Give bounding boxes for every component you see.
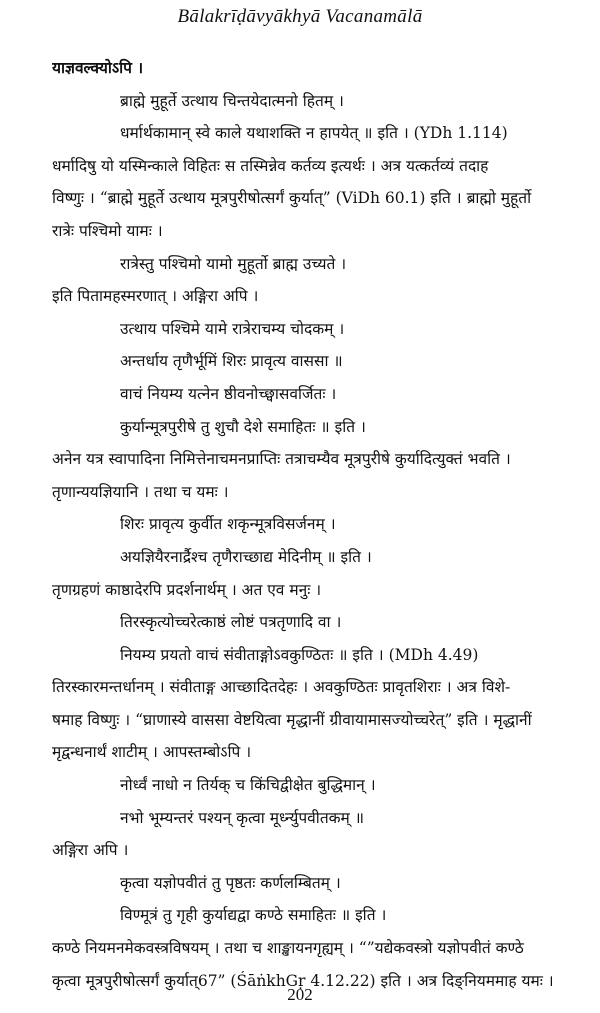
verse-line: नियम्य प्रयतो वाचं संवीताङ्गोऽवकुण्ठितः ॥ इति । (MDh 4.49): [120, 645, 479, 664]
verse-line: वाचं नियम्य यत्नेन ष्ठीवनोच्छ्वासवर्जितः ।: [120, 384, 337, 403]
page-number: 202: [287, 985, 313, 1004]
verse-line: उत्थाय पश्चिमे यामे रात्रेराचम्य चोदकम् ।: [120, 319, 345, 338]
running-title: Bālakrīḍāvyākhyā Vacanamālā: [177, 6, 423, 27]
prose-line: रात्रेः पश्चिमो यामः ।: [52, 221, 163, 240]
verse-line: शिरः प्रावृत्य कुर्वीत शकृन्मूत्रविसर्जनम् ।: [120, 515, 336, 534]
prose-line: विष्णुः । “ब्राह्मे मुहूर्ते उत्थाय मूत्रपुरीषोत्सर्गं कुर्यात्” (ViDh 60.1) इति । ब्राह्मो मुहूर्तो: [52, 189, 532, 208]
verse-line: ब्राह्मे मुहूर्ते उत्थाय चिन्तयेदात्मनो हितम् ।: [120, 91, 344, 110]
verse-line: तिरस्कृत्योच्चरेत्काष्ठं लोष्टं पत्रतृणादि वा ।: [120, 613, 342, 632]
verse-line: अयज्ञियैरनार्द्रैश्च तृणैराच्छाद्य मेदिनीम् ॥ इति ।: [120, 547, 372, 566]
prose-line: षमाह विष्णुः । “घ्राणास्ये वाससा वेष्टयित्वा मृद्धानीं ग्रीवायामासज्योच्चरेत्” इति । मृद्धानीं: [52, 710, 532, 729]
prose-line: तृणग्रहणं काष्ठादेरपि प्रदर्शनार्थम् । अत एव मनुः ।: [52, 580, 322, 599]
verse-line: कृत्वा यज्ञोपवीतं तु पृष्ठतः कर्णलम्बितम् ।: [120, 873, 341, 892]
verse-line: रात्रेस्तु पश्चिमो यामो मुहूर्तो ब्राह्म उच्यते ।: [120, 254, 347, 273]
body-text: [52, 52, 582, 997]
verse-line: नोर्ध्वं नाधो न तिर्यक् च किंचिद्वीक्षेत बुद्धिमान् ।: [120, 776, 376, 795]
prose-line: कृत्वा मूत्रपुरीषोत्सर्गं कुर्यात्67” (ŚāṅkhGṛ 4.12.22) इति । अत्र दिङ्नियममाह यमः ।: [52, 971, 554, 990]
verse-line: नभो भूम्यन्तरं पश्यन् कृत्वा मूर्ध्न्युपवीतकम् ॥: [120, 808, 365, 827]
prose-line: कण्ठे नियमनमेकवस्त्रविषयम् । तथा च शाङ्खायनगृह्यम् । “”यद्येकवस्त्रो यज्ञोपवीतं कण्ठे: [52, 939, 524, 958]
prose-line: अनेन यत्र स्वापादिना निमित्तेनाचमनप्राप्तिः तत्राचम्यैव मूत्रपुरीषे कुर्यादित्युक्तं भवति ।: [52, 450, 511, 469]
prose-line: अङ्गिरा अपि ।: [52, 841, 129, 860]
prose-line: इति पितामहस्मरणात् । अङ्गिरा अपि ।: [52, 287, 259, 306]
prose-line: तिरस्कारमन्तर्धानम् । संवीताङ्ग आच्छादितदेहः । अवकुण्ठितः प्रावृतशिराः । अत्र विशे-: [52, 678, 511, 697]
prose-line: याज्ञवल्क्योऽपि ।: [52, 58, 144, 77]
prose-line: तृणान्ययज्ञियानि । तथा च यमः ।: [52, 482, 229, 501]
verse-line: कुर्यान्मूत्रपुरीषे तु शुचौ देशे समाहितः ॥ इति ।: [120, 417, 366, 436]
prose-line: मृद्वन्धनार्थं शाटीम् । आपस्तम्बोऽपि ।: [52, 743, 252, 762]
prose-line: धर्मादिषु यो यस्मिन्काले विहितः स तस्मिन्नेव कर्तव्य इत्यर्थः । अत्र यत्कर्तव्यं तदाह: [52, 156, 489, 175]
verse-line: धर्मार्थकामान् स्वे काले यथाशक्ति न हापयेत् ॥ इति । (YDh 1.114): [120, 124, 508, 143]
verse-line: अन्तर्धाय तृणैर्भूमिं शिरः प्रावृत्य वाससा ॥: [120, 352, 343, 371]
verse-line: विण्मूत्रं तु गृही कुर्याद्यद्वा कण्ठे समाहितः ॥ इति ।: [120, 906, 387, 925]
